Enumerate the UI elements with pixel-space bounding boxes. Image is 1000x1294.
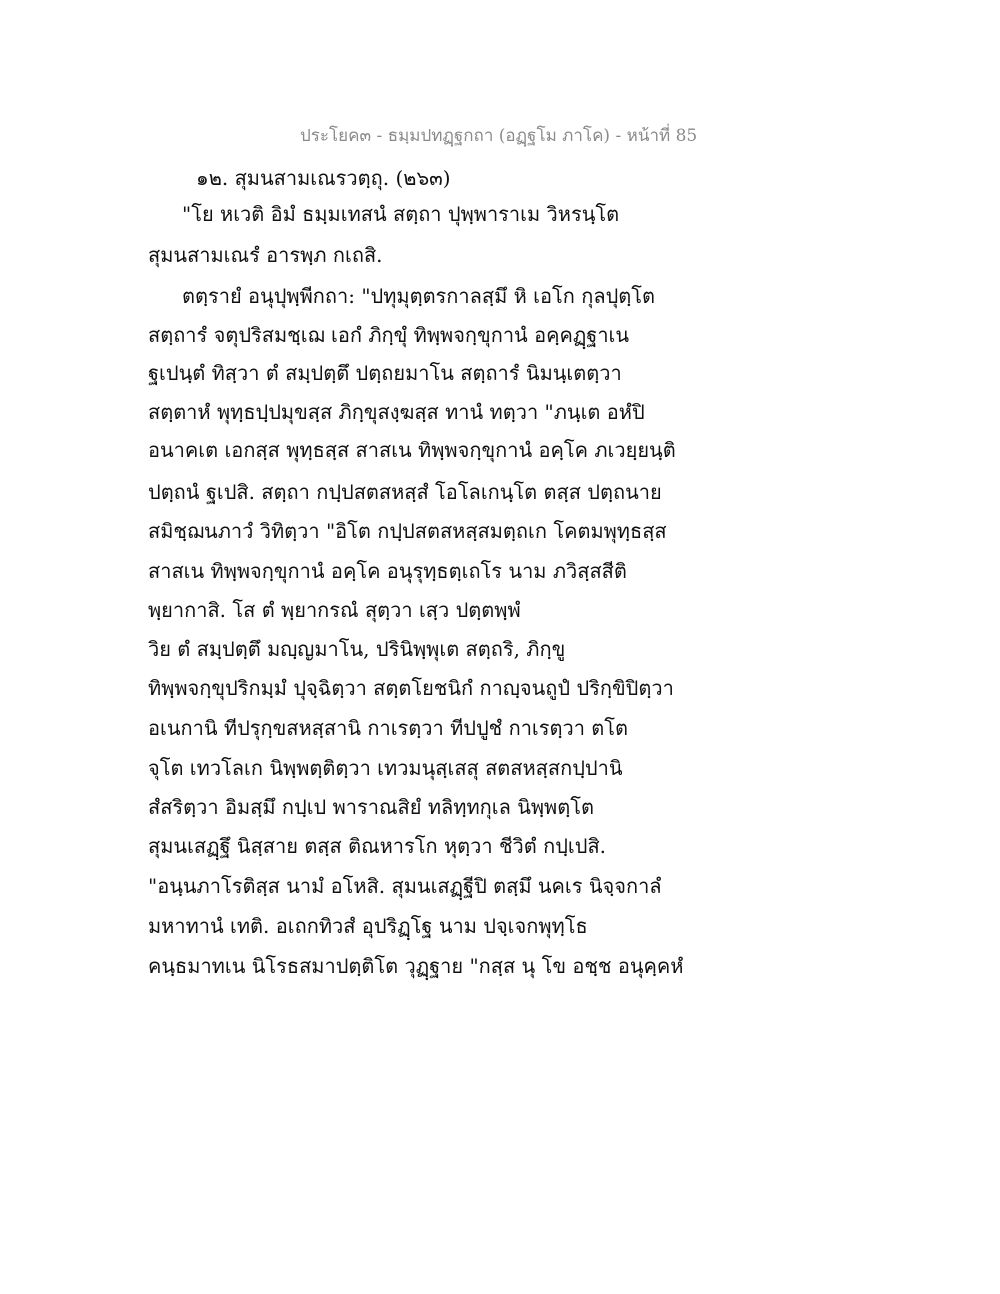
body-line: "อนฺนภาโรติสฺส นามํ อโหสิ. สุมนเสฏฺฐีปิ ตสฺมึ นคเร นิจฺจกาลํ [148, 874, 662, 898]
body-line: "โย หเวติ อิมํ ธมฺมเทสนํ สตฺถา ปุพฺพาราเม วิหรนฺโต [182, 202, 620, 226]
body-line: อนาคเต เอกสฺส พุทฺธสฺส สาสเน ทิพฺพจกฺขุกานํ อคฺโค ภเวยฺยนฺติ [148, 438, 676, 462]
section-title: ๑๒. สุมนสามเณรวตฺถุ. (๒๖๓) [196, 166, 451, 190]
body-line: คนฺธมาทเน นิโรธสมาปตฺติโต วุฏฺฐาย "กสฺส นุ โข อชฺช อนุคฺคหํ [148, 954, 684, 978]
body-line: สํสริตฺวา อิมสฺมึ กปฺเป พาราณสิยํ ทลิทฺทกุเล นิพฺพตฺโต [148, 795, 594, 819]
body-line: ฐเปนฺตํ ทิสฺวา ตํ สมฺปตฺตึ ปตฺถยมาโน สตฺถารํ นิมนฺเตตฺวา [148, 361, 622, 385]
body-line: ตตฺรายํ อนุปุพฺพีกถา: "ปทุมุตฺตรกาลสฺมึ หิ เอโก กุลปุตฺโต [182, 284, 656, 308]
body-line: วิย ตํ สมฺปตฺตึ มญฺญมาโน, ปรินิพฺพุเต สตฺถริ, ภิกฺขู [148, 637, 566, 661]
body-line: สาสเน ทิพฺพจกฺขุกานํ อคฺโค อนุรุทฺธตฺเถโร นาม ภวิสฺสสีติ [148, 559, 627, 583]
body-line: พฺยากาสิ. โส ตํ พฺยากรณํ สุตฺวา เสฺว ปตฺตพฺพํ [148, 598, 521, 622]
body-line: สมิชฺฌนภาวํ วิทิตฺวา "อิโต กปฺปสตสหสฺสมตฺถเก โคตมพุทฺธสฺส [148, 519, 667, 543]
running-header: ประโยค๓ - ธมฺมปทฏฺฐกถา (อฏฺฐโม ภาโค) - หน้าที่ 85 [300, 126, 698, 146]
body-line: อเนกานิ ทีปรุกฺขสหสฺสานิ กาเรตฺวา ทีปปูชํ กาเรตฺวา ตโต [148, 716, 629, 740]
body-line: สุมนเสฏฺฐึ นิสฺสาย ตสฺส ติณหารโก หุตฺวา ชีวิตํ กปฺเปสิ. [148, 834, 607, 858]
body-line: มหาทานํ เทติ. อเถกทิวสํ อุปริฏฺโฐ นาม ปจฺเจกพุทฺโธ [148, 914, 588, 938]
body-line: ทิพฺพจกฺขุปริกมฺมํ ปุจฺฉิตฺวา สตฺตโยชนิกํ กาญฺจนถูปํ ปริกฺขิปิตฺวา [148, 676, 674, 700]
body-line: ปตฺถนํ ฐเปสิ. สตฺถา กปฺปสตสหสฺสํ โอโลเกนฺโต ตสฺส ปตฺถนาย [148, 480, 662, 504]
body-line: สตฺตาหํ พุทฺธปฺปมุขสฺส ภิกฺขุสงฺฆสฺส ทานํ ทตฺวา "ภนฺเต อหํปิ [148, 400, 645, 424]
body-line: สุมนสามเณรํ อารพฺภ กเถสิ. [148, 243, 383, 267]
body-line: จุโต เทวโลเก นิพฺพตฺติตฺวา เทวมนุสฺเสสุ สตสหสฺสกปฺปานิ [148, 756, 623, 780]
body-line: สตฺถารํ จตุปริสมชฺเฌ เอกํ ภิกฺขุํ ทิพฺพจกฺขุกานํ อคฺคฏฺฐาเน [148, 323, 630, 347]
